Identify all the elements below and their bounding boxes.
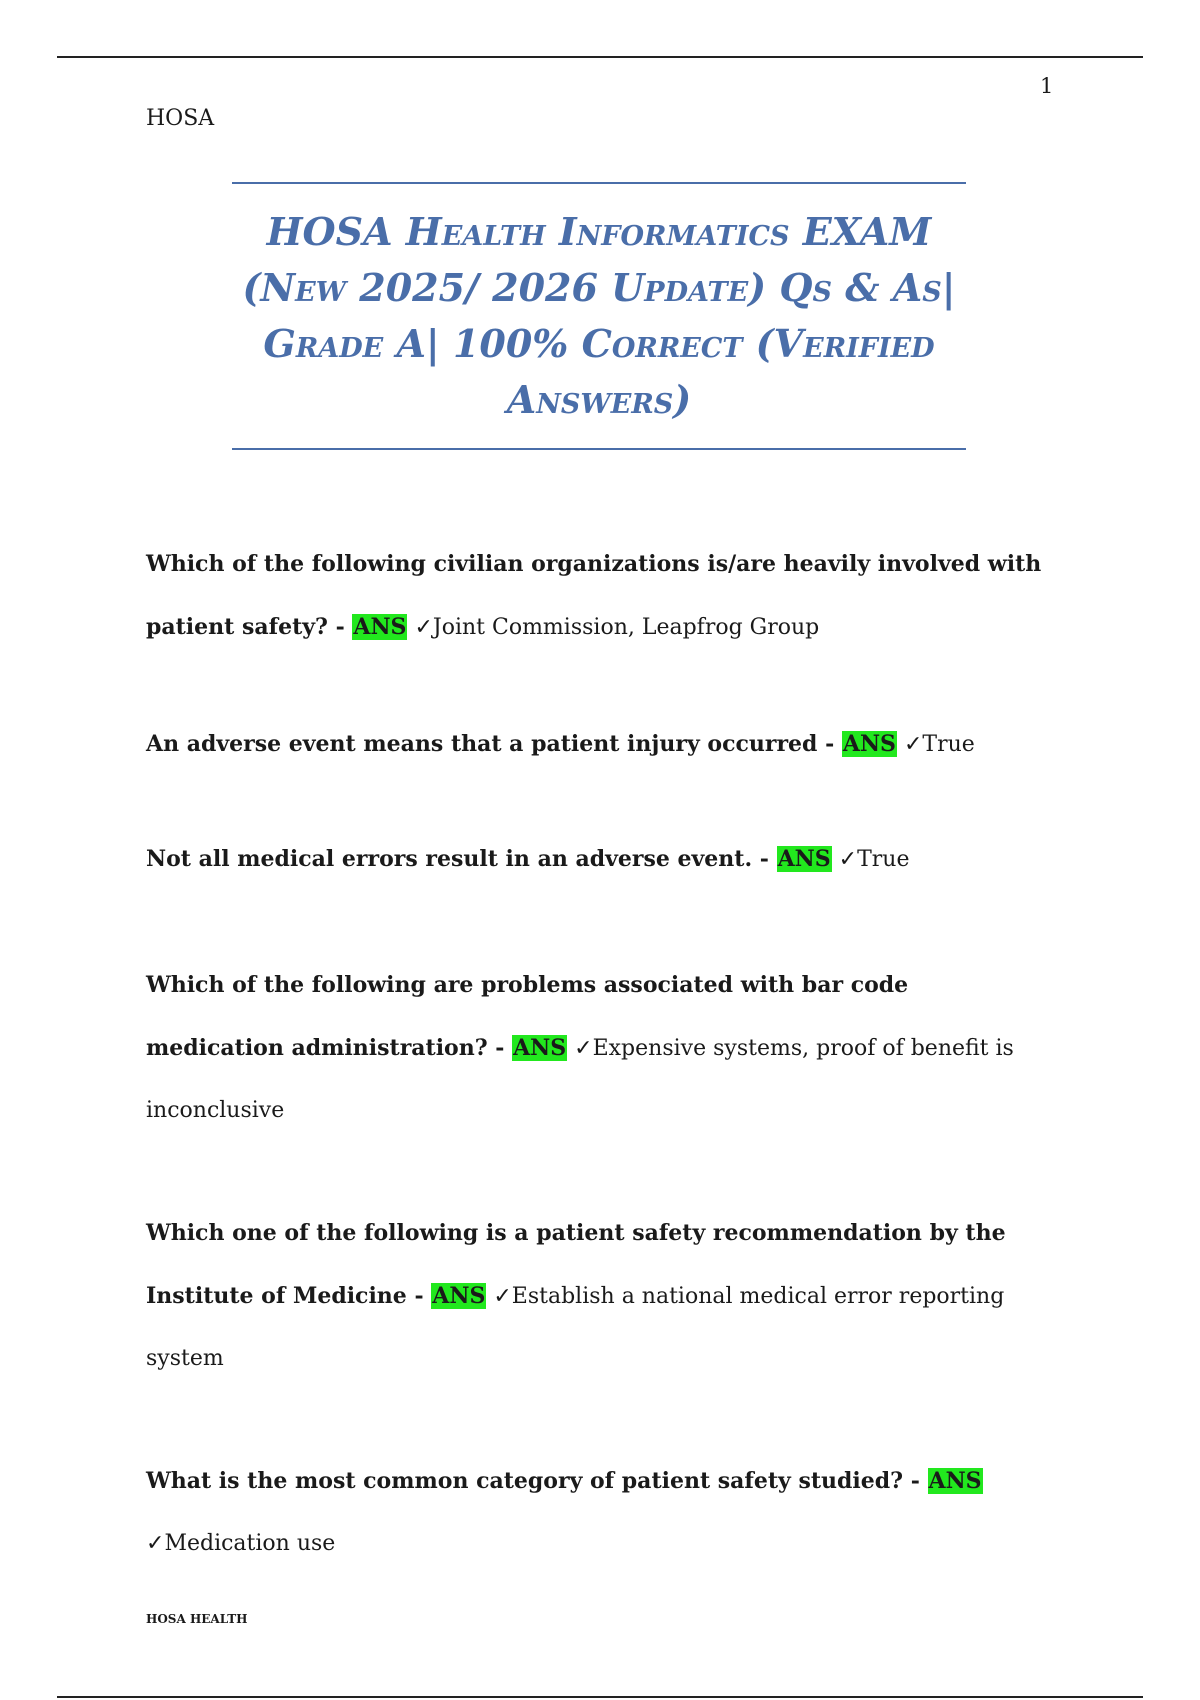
ans-tag: ANS <box>928 1468 982 1494</box>
footer-text: HOSA HEALTH <box>146 1612 248 1626</box>
check-icon: ✓ <box>838 847 858 872</box>
check-icon: ✓ <box>414 615 433 640</box>
check-icon: ✓ <box>903 732 923 757</box>
question-text: Which of the following civilian organizations is/are heavily involved with patient safety? <box>146 551 1042 640</box>
check-icon: ✓ <box>146 1531 165 1556</box>
ans-tag: ANS <box>777 846 831 872</box>
title-line: Answers) <box>506 377 692 422</box>
ans-tag: ANS <box>353 614 407 640</box>
separator: - <box>406 1283 432 1309</box>
top-rule <box>57 56 1143 58</box>
qa-item <box>146 954 1046 1142</box>
header-text: HOSA <box>146 106 215 131</box>
qa-item <box>146 1202 1046 1390</box>
qa-item <box>146 533 1046 659</box>
ans-tag: ANS <box>432 1283 486 1309</box>
separator: - <box>817 731 842 757</box>
check-icon: ✓ <box>493 1284 512 1309</box>
qa-list <box>146 533 1046 1575</box>
title-line: Grade A| 100% Correct (Verified <box>263 321 935 366</box>
question-text: What is the most common category of patient safety studied? <box>146 1468 904 1494</box>
document-title <box>232 204 966 428</box>
answer-text: Establish a national medical error reporting system <box>146 1284 1005 1371</box>
ans-tag: ANS <box>842 731 896 757</box>
ans-tag: ANS <box>513 1035 567 1061</box>
separator: - <box>752 846 777 872</box>
qa-item <box>146 713 1046 776</box>
qa-item <box>146 1450 1046 1575</box>
title-line: HOSA Health Informatics EXAM <box>266 209 932 254</box>
separator: - <box>903 1468 928 1494</box>
answer-text: Joint Commission, Leapfrog Group <box>432 615 820 640</box>
question-text: Which of the following are problems associated with bar code medication administration? <box>146 972 909 1061</box>
question-text: Which one of the following is a patient safety recommendation by the Institute of Medicine <box>146 1220 1006 1309</box>
check-icon: ✓ <box>574 1036 593 1061</box>
separator: - <box>327 614 353 640</box>
title-block <box>232 182 966 450</box>
answer-text: True <box>857 847 910 872</box>
question-text: An adverse event means that a patient injury occurred <box>146 731 818 757</box>
title-line: (New 2025/ 2026 Update) Qs & As| <box>242 265 956 310</box>
qa-item <box>146 828 1046 891</box>
page-number: 1 <box>1040 74 1054 98</box>
bottom-rule <box>57 1696 1143 1698</box>
answer-text: Expensive systems, proof of benefit is inconclusive <box>146 1036 1014 1123</box>
answer-text: Medication use <box>164 1531 336 1556</box>
answer-text: True <box>922 732 975 757</box>
question-text: Not all medical errors result in an adverse event. <box>146 846 753 872</box>
separator: - <box>487 1035 513 1061</box>
